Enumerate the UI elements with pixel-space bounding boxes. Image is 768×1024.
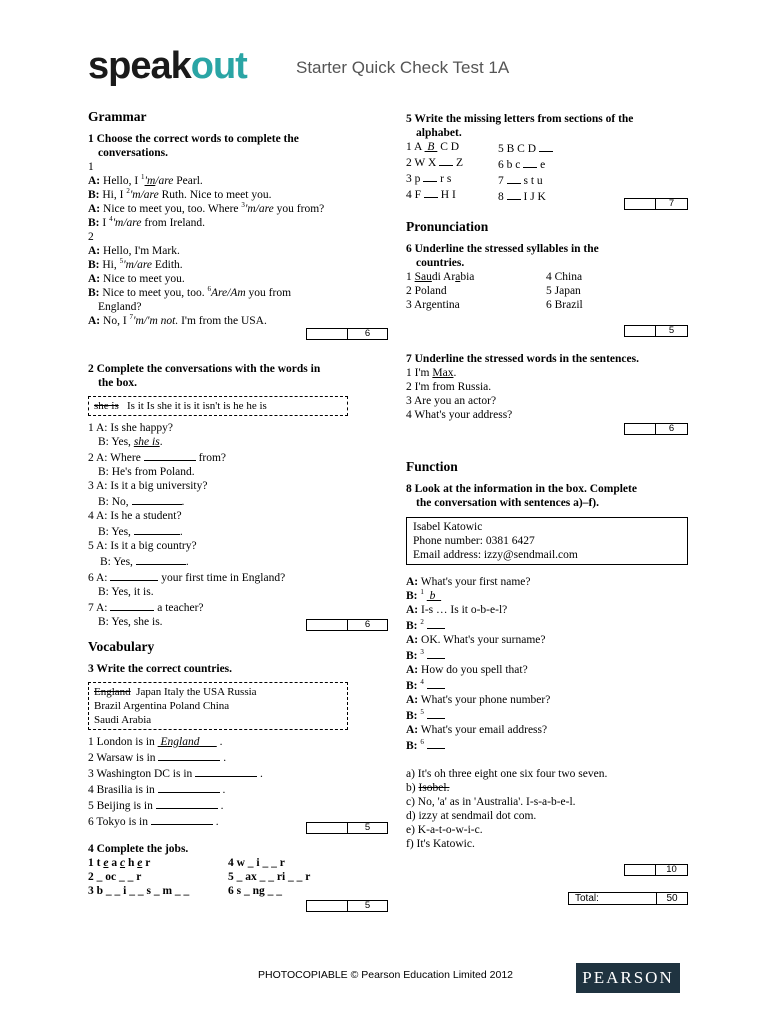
q1-score-box: 6 [306,328,388,340]
speakout-logo: speakout [88,45,247,87]
q2-word-box: she is Is it Is she it is it isn't is he he is [88,396,348,416]
q2-score-box: 6 [306,619,388,631]
q2-section: 2 Complete the conversations with the words in the box. she is Is it Is she it is it isn't is he he is 1 A: Is she happy? B: Yes, she is. 2 A: Where from? B: He's from Poland. 3 A: Is it a big university? B: No, . 4 A: Is he a student? B: Yes, . 5 A: Is it a big country? B: Yes, . 6 A: your first time in England? B: Yes, it is. 7 A: a teacher? B: Yes, she is. [88,362,373,629]
q6-score-box: 5 [624,325,688,337]
q7-score-box: 6 [624,423,688,435]
info-box: Isabel Katowic Phone number: 0381 6427 Email address: izzy@sendmail.com [406,517,688,565]
page-title: Starter Quick Check Test 1A [296,58,510,77]
q3-word-box: England Japan Italy the USA Russia Brazil Argentina Poland China Saudi Arabia [88,682,348,730]
pronunciation-section: Pronunciation 6 Underline the stressed syllables in the countries. 1 Saudi Arabia 2 Poland 3 Argentina 4 China 5 Japan 6 Brazil [406,219,599,311]
pearson-logo: PEARSON [576,963,680,993]
q5-section: 5 Write the missing letters from sections of the alphabet. 1 A B C D 2 W X Z 3 p r s 4 F H I 5 B C D 6 b c e 7 s t u 8 I J K [406,113,634,203]
grammar-heading: Grammar [88,109,147,124]
total-score-box: Total: 50 [568,892,688,905]
q7-section: 7 Underline the stressed words in the sentences. 1 I'm Max. 2 I'm from Russia. 3 Are you an actor? 4 What's your address? [406,353,639,421]
q3-score-box: 5 [306,822,388,834]
q8-score-box: 10 [624,864,688,876]
vocabulary-section: Vocabulary 3 Write the correct countries. England Japan Italy the USA Russia Brazil Argentina Poland China Saudi Arabia 1 London is in England . 2 Warsaw is in . 3 Washington DC is in . 4 Brasilia is in . 5 Beijing is in . 6 Tokyo is in . [88,638,373,829]
function-section: Function 8 Look at the information in the box. Complete the conversation with sentences a)–f). Isabel Katowic Phone number: 0381 6427 Email address: izzy@sendmail.com A: What's your first name? B: $^1$ b A: I-s … Is it o-b-e-l? B: $^2$ A: OK. What's your surname? B: $^3$ A: How do you spell that? B: $^4$ A: What's your phone number? B: $^5$ A: What's your email address? B: $^6$ a) It's oh three eight one six four two seven. b) Isobel. c) No, 'a' as in 'Australia'. I-s-a-b-e-l. d) izzy at sendmail dot com. e) K-a-t-o-w-i-c. f) It's Katowic. [406,458,691,851]
q5-score-box: 7 [624,198,688,210]
left-column [88,108,373,328]
q4-score-box: 5 [306,900,388,912]
q1-conversation: 1 A: Hello, I $^1$'m/are Pearl. B: Hi, I $^2$'m/are Ruth. Nice to meet you. A: Nice to meet you, too. Where $^3$'m/are you from? B: I $^4$'m/are from Ireland. 2 A: Hello, I'm Mark. B: Hi, $^5$'m/are Edith. A: Nice to meet you. B: Nice to meet you, too. $^6$Are/Am you from England? A: No, I $^7$'m/'m not. I'm from the USA. [88,161,325,327]
q1-instruction: 1 Choose the correct words to complete the conversations. [88,133,299,159]
q4-section: 4 Complete the jobs. 1 t e a c h e r 2 _ oc _ _ r 3 b _ _ i _ _ s _ m _ _ 4 w _ i _ _ r 5 _ ax _ _ ri _ _ r 6 s _ ng _ _ [88,843,311,897]
footer-copyright: PHOTOCOPIABLE © Pearson Education Limited 2012 [258,969,514,981]
